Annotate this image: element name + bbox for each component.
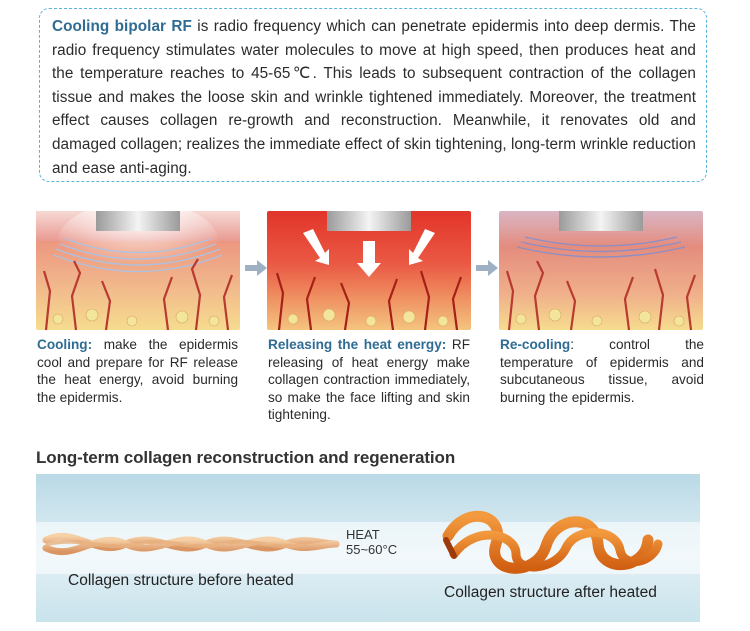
step-title: Re-cooling bbox=[500, 337, 571, 352]
step-caption-releasing bbox=[268, 336, 470, 424]
step-title: Releasing the heat energy: bbox=[268, 337, 447, 352]
step-title: Cooling: bbox=[37, 337, 93, 352]
before-label: Collagen structure before heated bbox=[68, 572, 294, 589]
step-text: RF releasing of heat energy make collagen contraction immediately, so make the face lifting and skin tightening. bbox=[268, 337, 470, 423]
section-title: Long-term collagen reconstruction and regeneration bbox=[36, 448, 456, 467]
step-text: make the epidermis cool and prepare for RF release the heat energy, avoid burning the epidermis. bbox=[37, 337, 238, 405]
intro-text: is radio frequency which can penetrate epidermis into deep dermis. The radio frequency stimulates water molecules to move at high speed, then produces heat and the temperature reaches to 45-65℃. This leads to subsequent contraction of the collagen tissue and makes the loose skin and wrinkle tightened immediately. Moreover, the treatment effect causes collagen re-growth and reconstruction. Meanwhile, it renovates old and damaged collagen; realizes the immediate effect of skin tightening, long-term wrinkle reduction and ease anti-aging. bbox=[52, 18, 696, 177]
heat-range: 55~60°C bbox=[346, 542, 398, 557]
after-label: Collagen structure after heated bbox=[444, 584, 657, 601]
intro-paragraph bbox=[52, 15, 696, 180]
step-caption-recooling bbox=[500, 336, 704, 406]
step-text: : control the temperature of epidermis and subcutaneous tissue, avoid burning the epidermis. bbox=[500, 337, 704, 405]
collagen-banner bbox=[36, 474, 700, 622]
step-caption-cooling bbox=[37, 336, 238, 406]
intro-lead: Cooling bipolar RF bbox=[52, 18, 192, 35]
next-arrow-icon bbox=[245, 260, 267, 276]
heat-release-illustration bbox=[267, 211, 471, 330]
next-arrow-icon bbox=[476, 260, 498, 276]
intro-box bbox=[39, 8, 707, 182]
recooling-illustration bbox=[499, 211, 703, 330]
cooling-illustration bbox=[36, 211, 240, 330]
heat-text: HEAT bbox=[346, 527, 380, 542]
heat-label bbox=[346, 527, 397, 557]
